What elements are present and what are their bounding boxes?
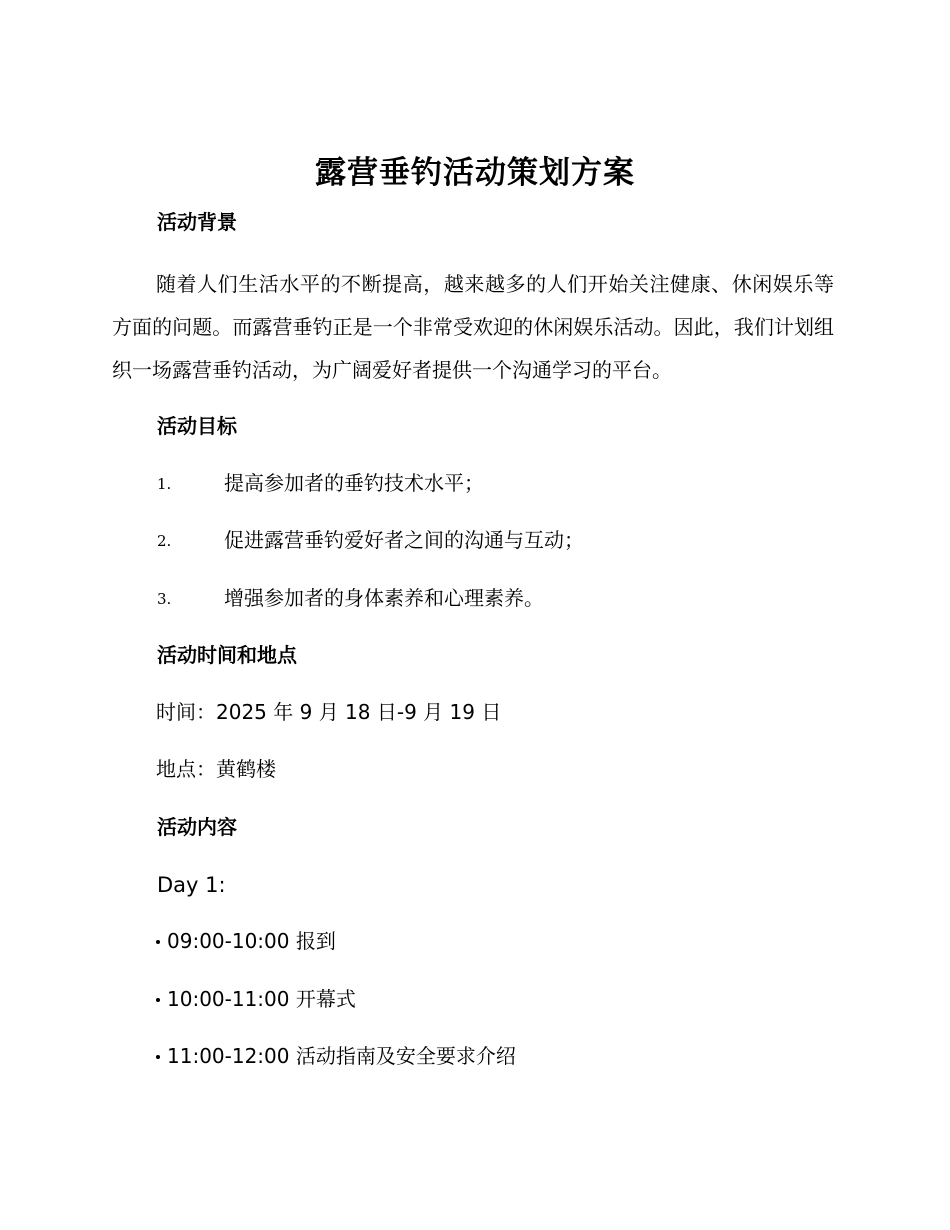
list-text: 促进露营垂钓爱好者之间的沟通与互动；: [224, 528, 584, 552]
background-paragraph: 随着人们生活水平的不断提高，越来越多的人们开始关注健康、休闲娱乐等方面的问题。而露营垂钓正是一个非常受欢迎的休闲娱乐活动。因此，我们计划组织一场露营垂钓活动，为广阔爱好者提供一个沟通学习的平台。: [112, 272, 834, 382]
section-heading-content: 活动内容: [157, 815, 237, 839]
section-heading-background: 活动背景: [157, 210, 237, 234]
schedule-text: 09:00-10:00 报到: [167, 929, 336, 953]
schedule-text: 10:00-11:00 开幕式: [167, 987, 356, 1011]
schedule-text: 11:00-12:00 活动指南及安全要求介绍: [167, 1044, 516, 1068]
section-heading-time-place: 活动时间和地点: [157, 643, 297, 667]
day-label: Day 1:: [157, 873, 226, 897]
list-text: 增强参加者的身体素养和心理素养。: [224, 586, 544, 610]
bullet-icon: [156, 1055, 160, 1059]
list-number: 2.: [157, 532, 172, 550]
list-text: 提高参加者的垂钓技术水平；: [224, 471, 484, 495]
document-title: 露营垂钓活动策划方案: [315, 155, 635, 191]
list-number: 3.: [157, 590, 172, 608]
schedule-item: [156, 1041, 516, 1071]
event-place: 地点：黄鹤楼: [156, 757, 276, 781]
schedule-item: [156, 984, 356, 1014]
schedule-item: [156, 926, 336, 956]
bullet-icon: [156, 940, 160, 944]
bullet-icon: [156, 998, 160, 1002]
list-number: 1.: [157, 475, 172, 493]
section-heading-goals: 活动目标: [157, 414, 237, 438]
event-time: 时间：2025 年 9 月 18 日-9 月 19 日: [156, 700, 502, 724]
